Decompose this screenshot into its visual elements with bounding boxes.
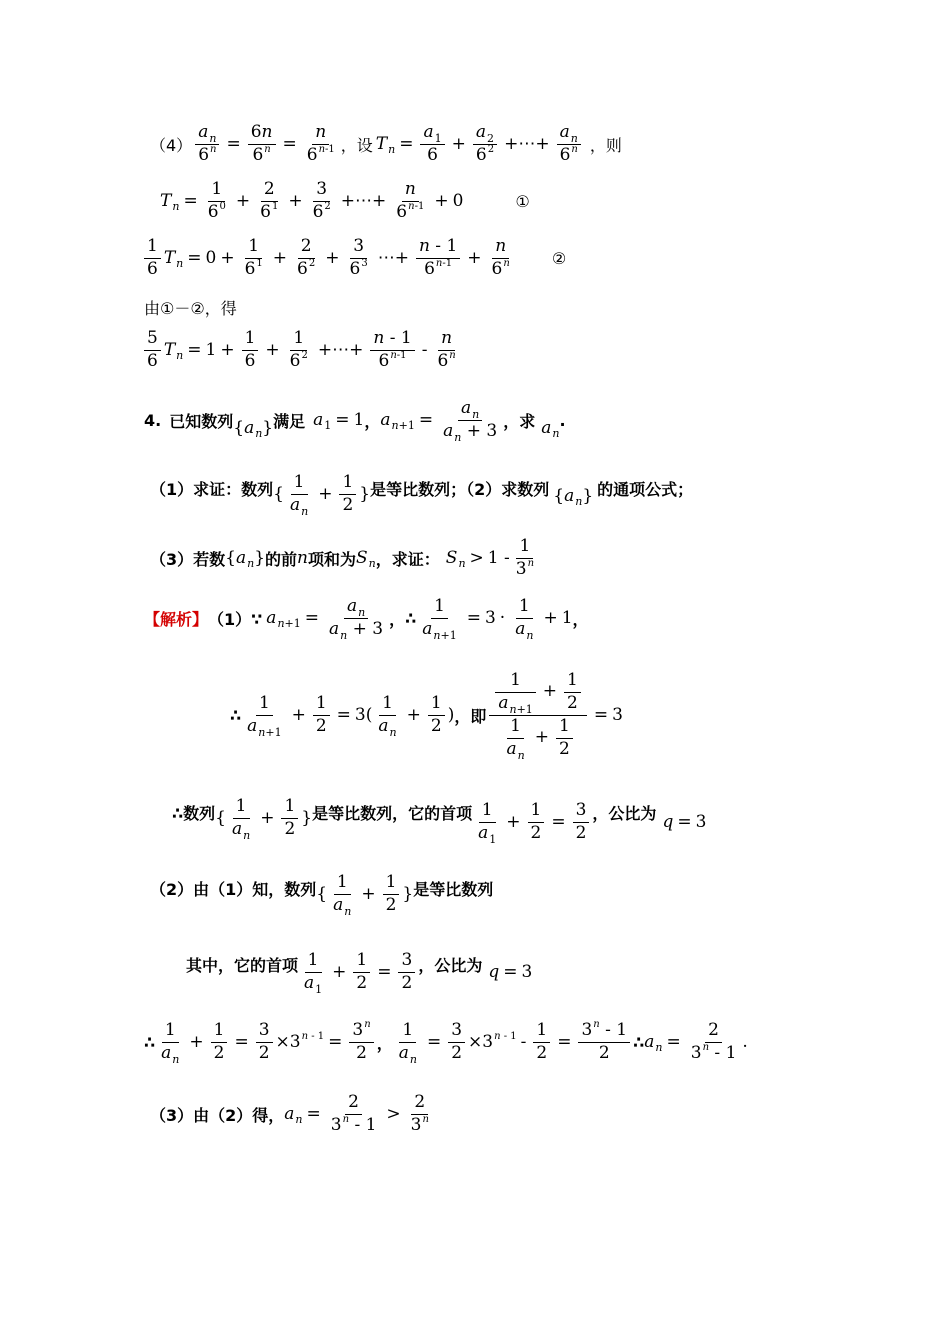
math-seq-reciprocal: { $\frac{1}{a_n}$ + $\frac{1}{2}$ } bbox=[273, 472, 371, 518]
math-first-term-2: $\frac{1}{a_1}$ + $\frac{1}{2}$ = $\frac{3}{2}$ bbox=[298, 952, 418, 993]
comma-5: ， bbox=[376, 1033, 393, 1053]
q4-sub3-a: （3）若数 bbox=[150, 549, 226, 569]
math-ratio-equals-3: $\frac{1}{a_{n+1}}$ + $\frac{1}{2}$ $\frac{1}{a_n}$ + $\frac{1}{2}$ = 3 bbox=[486, 672, 623, 758]
comma-4: ， bbox=[572, 609, 589, 629]
analysis-line-4 bbox=[150, 868, 494, 918]
analysis-line-3 bbox=[172, 792, 707, 846]
comma-3: ， bbox=[389, 609, 406, 629]
set-text: ，设 bbox=[340, 135, 373, 155]
ratio-text: ，公比为 bbox=[592, 803, 657, 823]
ie-text: ，即 bbox=[454, 706, 487, 726]
period: . bbox=[559, 410, 566, 430]
subtract-text: 由①－②，得 bbox=[144, 299, 237, 318]
math-recurrence-2: a n+1 = $\frac{a_n}{a_n + 3}$ bbox=[266, 596, 384, 642]
math-an-formula: a n = $\frac{2}{3^n - 1}$ . bbox=[644, 1020, 748, 1063]
math-tn-definition: T n = $\frac{a_1}{6}$ + $\frac{a_2}{6^2}$ +⋯+ $\frac{a_n}{6^n}$ bbox=[373, 124, 584, 165]
question-4-sub3 bbox=[150, 538, 540, 579]
then-text: ，则 bbox=[589, 135, 622, 155]
analysis-line-1 bbox=[144, 596, 589, 642]
analysis-p1: （1）∵ bbox=[208, 609, 263, 629]
question-4 bbox=[144, 398, 566, 444]
q4-text-c: 求 bbox=[519, 411, 536, 431]
analysis-line-2 bbox=[230, 670, 623, 762]
math-shifted-relation: $\frac{1}{a_{n+1}}$ + $\frac{1}{2}$ = 3( $\frac{1}{a_n}$ + $\frac{1}{2}$ ) bbox=[247, 692, 455, 739]
line-part4-definition bbox=[150, 124, 622, 165]
q4-sub3-d: ，求证： bbox=[375, 549, 440, 569]
q4-sub3-b: 的前 bbox=[265, 549, 298, 569]
math-a1-equals-1: a 1 = 1 bbox=[313, 410, 365, 432]
q4-sub1-label: （1）求证：数列 bbox=[150, 479, 274, 499]
line-tn-expansion bbox=[160, 181, 530, 222]
line-sixth-tn bbox=[144, 238, 566, 279]
analysis-tag: 【解析】 bbox=[144, 609, 209, 629]
math-sixth-tn: $\frac{1}{6}$ T n = 0 + $\frac{1}{6^1}$ + $\frac{2}{6^2}$ + $\frac{3}{6^3}$ ⋯+ $\frac{n - 1}{6^{n-1}}$ + $\frac{n}{6^n}$ bbox=[144, 238, 516, 279]
line-five-sixth-tn bbox=[144, 330, 462, 371]
math-sn: S n bbox=[356, 548, 376, 570]
line-subtract bbox=[144, 296, 237, 319]
math-seq-reciprocal-3: { $\frac{1}{a_n}$ + $\frac{1}{2}$ } bbox=[316, 872, 414, 918]
question-4-sub1 bbox=[150, 468, 694, 518]
math-reciprocal-relation: $\frac{1}{a_{n+1}}$ = 3 · $\frac{1}{a_n}$ + 1 bbox=[422, 596, 573, 642]
q4-sub3-c: 项和为 bbox=[308, 549, 357, 569]
equation-marker-2: ② bbox=[551, 248, 567, 268]
part2-c: 其中，它的首项 bbox=[186, 955, 299, 975]
part2-b: 是等比数列 bbox=[413, 879, 494, 899]
math-an-inequality: a n = $\frac{2}{3^n - 1}$ > $\frac{2}{3^n}$ bbox=[284, 1092, 429, 1135]
math-general-term-derivation: $\frac{1}{a_n}$ + $\frac{1}{2}$ = $\frac{3}{2}$ $\times 3^{n - 1}$ = $\frac{3^n}{2}$ bbox=[155, 1022, 377, 1063]
math-q-equals-3: q = 3 bbox=[662, 812, 707, 833]
math-q-equals-3-2: q = 3 bbox=[488, 962, 533, 983]
seq-label: ∴数列 bbox=[172, 803, 216, 823]
therefore-1: ∴ bbox=[405, 608, 417, 628]
ratio-text-2: ，公比为 bbox=[418, 955, 483, 975]
math-sn-inequality: S n > 1 - $\frac{1}{3^n}$ bbox=[445, 536, 535, 579]
math-recurrence: a n+1 = $\frac{a_n}{a_n + 3}$ bbox=[380, 398, 498, 444]
math-first-term: $\frac{1}{a_1}$ + $\frac{1}{2}$ = $\frac{3}{2}$ bbox=[472, 802, 592, 843]
part4-label: （4） bbox=[150, 135, 193, 155]
math-seq-an-2: { a n } bbox=[553, 486, 594, 508]
math-seq-reciprocal-2: { $\frac{1}{a_n}$ + $\frac{1}{2}$ } bbox=[215, 796, 313, 842]
q4-text-a: 已知数列 bbox=[169, 411, 234, 431]
q4-number: 4. bbox=[144, 410, 162, 430]
math-reciprocal-an: $\frac{1}{a_n}$ = $\frac{3}{2}$ $\times 3^{n - 1}$ - $\frac{1}{2}$ = $\frac{3^n - 1}{2}$ bbox=[393, 1022, 633, 1063]
math-n: n bbox=[297, 548, 308, 569]
q4-sub1-end: 的通项公式； bbox=[597, 479, 694, 499]
part2-a: （2）由（1）知，数列 bbox=[150, 879, 317, 899]
math-an: a n bbox=[541, 418, 560, 440]
comma-2: ， bbox=[503, 411, 520, 431]
comma-1: ， bbox=[364, 411, 381, 431]
equation-marker-1: ① bbox=[515, 191, 530, 211]
analysis-line-7 bbox=[150, 1094, 435, 1135]
part3-text: （3）由（2）得， bbox=[150, 1105, 285, 1125]
therefore-4: ∴ bbox=[633, 1032, 645, 1052]
q4-sub1-mid: 是等比数列；（2）求数列 bbox=[370, 479, 550, 499]
math-seq-an-3: { a n } bbox=[225, 548, 266, 570]
math-tn-expansion: T n = $\frac{1}{6^0}$ + $\frac{2}{6^1}$ + $\frac{3}{6^2}$ +⋯+ $\frac{n}{6^{n-1}}$ + 0 bbox=[160, 179, 464, 222]
q4-text-b: 满足 bbox=[273, 411, 306, 431]
analysis-line-5 bbox=[186, 944, 533, 996]
therefore-2: ∴ bbox=[230, 705, 242, 725]
therefore-3: ∴ bbox=[144, 1032, 156, 1052]
math-five-sixth-tn: $\frac{5}{6}$ T n = 1 + $\frac{1}{6}$ + $\frac{1}{6^2}$ +⋯+ $\frac{n - 1}{6^{n-1}}$ - $\frac{n}{6^n}$ bbox=[144, 330, 462, 371]
math-seq-an: { a n } bbox=[233, 418, 274, 440]
analysis-line-6 bbox=[144, 1019, 748, 1066]
math-an-over-6n: $\frac{a_n}{6^n}$ = $\frac{6n}{6^n}$ = $\frac{n}{6^{n-1}}$ bbox=[192, 124, 341, 165]
is-geo-text: 是等比数列，它的首项 bbox=[312, 803, 473, 823]
